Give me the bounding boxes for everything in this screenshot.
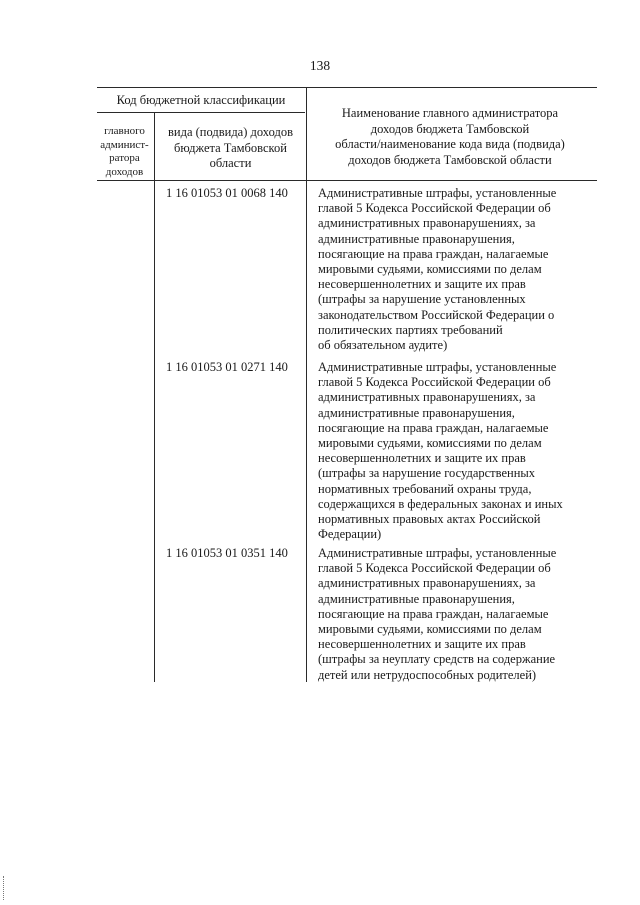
header-name-line: доходов бюджета Тамбовской области bbox=[348, 152, 552, 167]
row-1-code: 1 16 01053 01 0068 140 bbox=[166, 186, 288, 200]
description-line: мировыми судьями, комиссиями по делам bbox=[318, 436, 542, 451]
description-line: (штрафы за нарушение государственных bbox=[318, 466, 536, 481]
description-line: (штрафы за нарушение установленных bbox=[318, 292, 526, 307]
column-divider-name bbox=[306, 87, 307, 682]
row-3-description bbox=[318, 546, 580, 683]
description-line: посягающие на права граждан, налагаемые bbox=[318, 606, 549, 621]
description-line: административные правонарушения, bbox=[318, 405, 515, 420]
header-name-line: доходов бюджета Тамбовской bbox=[370, 121, 530, 136]
header-type-line: бюджета Тамбовской bbox=[174, 140, 287, 155]
description-line: административных правонарушениях, за bbox=[318, 576, 536, 591]
header-type-line: вида (подвида) доходов bbox=[168, 125, 293, 139]
header-admin-line: главного bbox=[104, 125, 145, 137]
header-code-group: Код бюджетной классификации bbox=[116, 93, 286, 107]
header-name-column bbox=[308, 106, 592, 168]
description-line: Административные штрафы, установленные bbox=[318, 360, 557, 374]
description-line: Федерации) bbox=[318, 527, 382, 542]
description-line: несовершеннолетних и защите их прав bbox=[318, 637, 526, 652]
description-line: несовершеннолетних и защите их прав bbox=[318, 451, 526, 466]
description-line: содержащихся в федеральных законах и иных bbox=[318, 496, 563, 511]
description-line: законодательством Российской Федерации о bbox=[318, 307, 555, 322]
description-line: посягающие на права граждан, налагаемые bbox=[318, 246, 549, 261]
description-line: административных правонарушениях, за bbox=[318, 216, 536, 231]
description-line: нормативных правовых актах Российской bbox=[318, 512, 541, 527]
description-line: главой 5 Кодекса Российской Федерации об bbox=[318, 375, 551, 390]
column-divider-admin bbox=[154, 112, 155, 682]
description-line: мировыми судьями, комиссиями по делам bbox=[318, 622, 542, 637]
header-name-line: области/наименование кода вида (подвида) bbox=[335, 137, 565, 151]
description-line: об обязательном аудите) bbox=[318, 338, 448, 353]
header-admin-line: доходов bbox=[105, 165, 144, 178]
description-line: мировыми судьями, комиссиями по делам bbox=[318, 262, 542, 277]
description-line: административные правонарушения, bbox=[318, 591, 515, 606]
description-line: детей или нетрудоспособных родителей) bbox=[318, 667, 537, 682]
header-bottom-rule bbox=[97, 180, 597, 181]
description-line: административные правонарушения, bbox=[318, 231, 515, 246]
row-2-description bbox=[318, 360, 580, 542]
description-line: несовершеннолетних и защите их прав bbox=[318, 277, 526, 292]
description-line: посягающие на права граждан, налагаемые bbox=[318, 420, 549, 435]
row-1-description bbox=[318, 186, 580, 353]
header-admin-column bbox=[97, 125, 152, 179]
header-admin-line: админист- bbox=[100, 138, 149, 151]
page-number: 138 bbox=[309, 58, 331, 73]
table-top-rule bbox=[97, 87, 597, 88]
description-line: (штрафы за неуплату средств на содержание bbox=[318, 652, 556, 667]
description-line: нормативных требований охраны труда, bbox=[318, 481, 532, 496]
scan-margin-marks bbox=[3, 876, 6, 900]
code-group-underline bbox=[97, 112, 305, 113]
description-line: Административные штрафы, установленные bbox=[318, 186, 557, 200]
row-2-code: 1 16 01053 01 0271 140 bbox=[166, 360, 288, 374]
header-admin-line: ратора bbox=[109, 152, 140, 164]
description-line: Административные штрафы, установленные bbox=[318, 546, 557, 560]
header-type-line: области bbox=[209, 156, 252, 170]
description-line: политических партиях требований bbox=[318, 322, 503, 337]
row-3-code: 1 16 01053 01 0351 140 bbox=[166, 546, 288, 560]
description-line: главой 5 Кодекса Российской Федерации об bbox=[318, 561, 551, 576]
header-type-column bbox=[156, 125, 305, 172]
description-line: главой 5 Кодекса Российской Федерации об bbox=[318, 201, 551, 216]
description-line: административных правонарушениях, за bbox=[318, 390, 536, 405]
header-name-line: Наименование главного администратора bbox=[341, 106, 559, 120]
